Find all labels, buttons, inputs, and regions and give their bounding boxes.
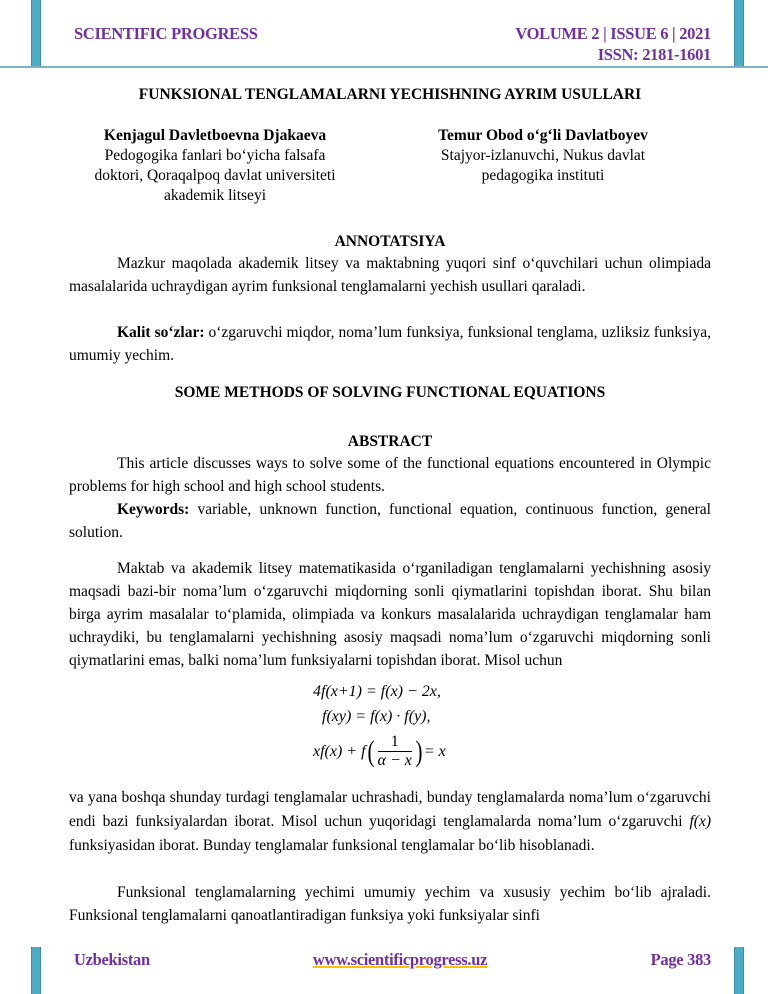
equation-3-right: = x [423, 742, 446, 760]
footer-country: Uzbekistan [74, 950, 150, 969]
body-paragraph-2-part-a: va yana boshqa shunday turdagi tenglamalar uchrashadi, bunday tenglamalarda noma’lum o‘zgaruvchi endi bazi funksiyalardan iborat. Misol uchun yuqoridagi tenglamalarda noma’lum o‘zgaruvchi [69, 789, 711, 830]
fraction-denominator [378, 752, 412, 770]
article-title-uz: FUNKSIONAL TENGLAMALARNI YECHISHNING AYRIM USULLARI [138, 86, 642, 103]
keywords-en-label: Keywords: [117, 501, 190, 518]
footer-website-container [290, 950, 510, 970]
left-top-bar [31, 0, 41, 66]
author-1-affiliation-line: Pedogogika fanlari bo‘yicha falsafa [104, 147, 326, 164]
equation-2 [322, 708, 431, 726]
author-1-name: Kenjagul Davletboevna Djakaeva [103, 127, 327, 144]
keywords-uz-text: o‘zgaruvchi miqdor, noma’lum funksiya, funksional tenglama, uzliksiz funksiya, umumiy yechim. [69, 324, 711, 364]
author-1-affiliation-line: akademik litseyi [163, 187, 266, 204]
body-paragraph-2-part-b: funksiyasidan iborat. Bunday tenglamalar funksional tenglamalar bo‘lib hisoblanadi. [69, 837, 595, 854]
inline-math-fx: f(x) [689, 813, 711, 830]
fraction-denominator-text: α − x [377, 752, 412, 769]
keywords-en [69, 498, 711, 544]
right-top-bar [734, 0, 744, 66]
header-divider [0, 66, 768, 68]
right-paren: ) [415, 734, 423, 768]
abstract-heading: ABSTRACT [347, 433, 433, 450]
journal-name: SCIENTIFIC PROGRESS [74, 24, 258, 43]
keywords-en-text: variable, unknown function, functional equation, continuous function, general solution. [69, 501, 711, 541]
equation-3-left: xf(x) + f [313, 742, 366, 760]
left-bottom-bar [31, 947, 41, 994]
footer-page-number: Page 383 [650, 950, 711, 969]
abstract-text: This article discusses ways to solve some of the functional equations encountered in Olympic problems for high school and high school students. [69, 455, 711, 495]
keywords-uz [69, 321, 711, 367]
author-2-name: Temur Obod o‘g‘li Davlatboyev [438, 127, 648, 144]
left-paren: ( [367, 734, 375, 768]
equation-1-text: 4f(x+1) = f(x) − 2x, [313, 683, 441, 700]
footer-website-link[interactable]: www.scientificprogress.uz [312, 950, 488, 969]
article-title-en: SOME METHODS OF SOLVING FUNCTIONAL EQUATIONS [174, 384, 606, 401]
right-bottom-bar [734, 947, 744, 994]
keywords-uz-label: Kalit so‘zlar: [117, 324, 205, 341]
author-1-affiliation-line: doktori, Qoraqalpoq davlat universiteti [94, 167, 336, 184]
body-paragraph-1: Maktab va akademik litsey matematikasida o‘rganiladigan tenglamalarni yechishning asosiy maqsadi bazi-bir noma’lum o‘zgaruvchi miqdorning sonli qiymatlarini topishdan iborat. Shu bilan birga ayrim masalalar to‘plamida, olimpiada va konkurs masalalarida uchraydigan tenglamalar ham uchraydiki, bu tenglamalarni yechishning asosiy maqsadi noma’lum o‘zgaruvchi miqdorning sonli qiymatlarini emas, balki noma’lum funksiyalarni topishdan iborat. Misol uchun [69, 560, 711, 669]
annotation-text: Mazkur maqolada akademik litsey va maktabning yuqori sinf o‘quvchilari uchun olimpiada masalalarida uchraydigan ayrim funksional tenglamalarni yechish usullari qaraladi. [69, 255, 711, 295]
author-2-affiliation-line: pedagogika instituti [481, 167, 605, 184]
body-paragraph-3: Funksional tenglamalarning yechimi umumiy yechim va xususiy yechim bo‘lib ajraladi. Funksional tenglamalarni qanoatlantiradigan funksiya yoki funksiyalar sinfi [69, 884, 711, 924]
equation-2-text: f(xy) = f(x) · f(y), [322, 708, 431, 725]
issn: ISSN: 2181-1601 [597, 45, 711, 64]
author-1 [70, 126, 360, 206]
volume-issue: VOLUME 2 | ISSUE 6 | 2021 [515, 24, 711, 43]
body-paragraph-2 [69, 786, 711, 858]
annotation-heading: ANNOTATSIYA [334, 233, 446, 250]
fraction [378, 733, 412, 770]
equation-1 [313, 683, 441, 701]
author-2-affiliation-line: Stajyor-izlanuvchi, Nukus davlat [440, 147, 646, 164]
equation-3 [313, 733, 446, 770]
fraction-numerator: 1 [378, 733, 412, 752]
author-2 [398, 126, 688, 186]
